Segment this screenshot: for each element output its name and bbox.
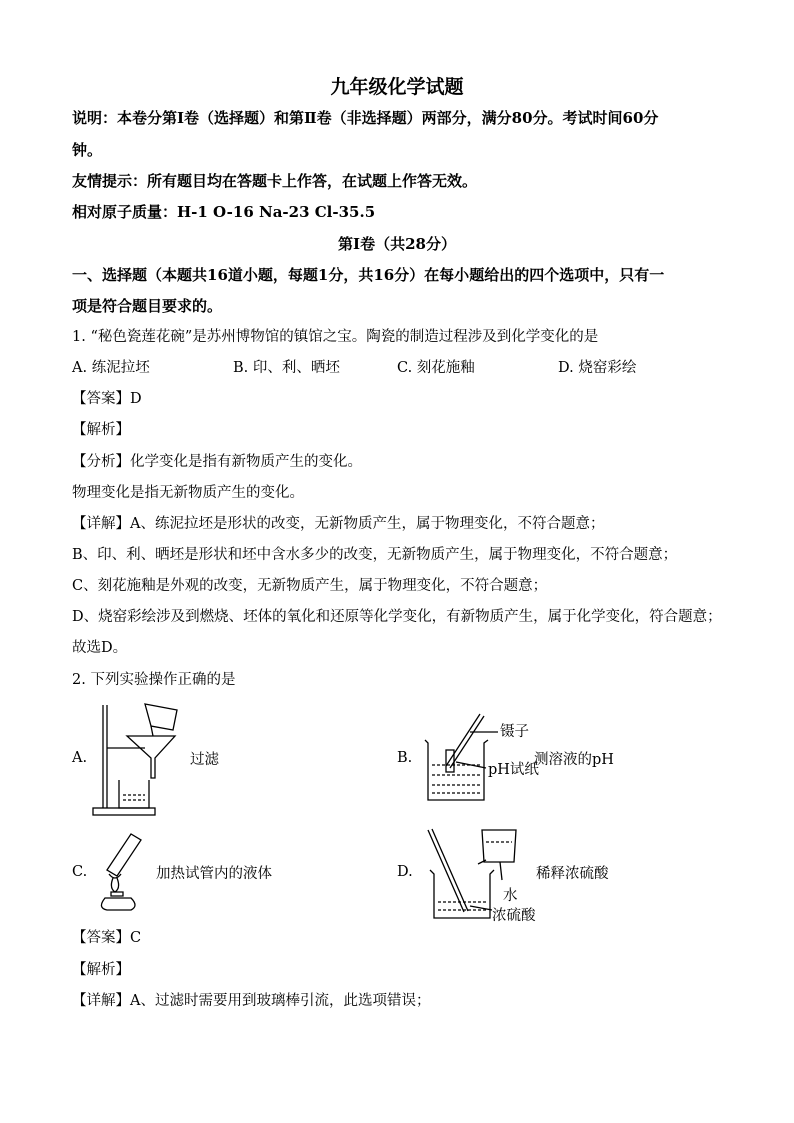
q2-option-d-water-label: 水 [503,888,518,904]
section-intro-line1: 一、选择题（本题共16道小题，每题1分，共16分）在每小题给出的四个选项中，只有一 [72,266,665,284]
q1-stem: 1. “秘色瓷莲花碗”是苏州博物馆的镇馆之宝。陶瓷的制造过程涉及到化学变化的是 [72,329,599,345]
q1-option-d: D. 烧窑彩绘 [558,360,637,376]
q2-option-d-acid-label: 浓硫酸 [492,908,536,924]
instructions-line1: 说明：本卷分第Ⅰ卷（选择题）和第Ⅱ卷（非选择题）两部分，满分80分。考试时间60分 [72,109,659,127]
friendly-tip: 友情提示：所有题目均在答题卡上作答，在试题上作答无效。 [72,172,478,190]
q1-detail-b: B、印、利、晒坯是形状和坯中含水多少的改变，无新物质产生，属于物理变化，不符合题意； [72,547,678,563]
q2-option-b-caption: 测溶液的pH [534,752,614,768]
q2-analysis-tag: 【解析】 [72,962,130,978]
q1-conclusion: 故选D。 [72,640,128,656]
filtration-apparatus-figure [85,700,195,820]
q2-option-b-paper-label: pH试纸 [488,762,539,778]
q2-option-b-tweezers-label: 镊子 [500,724,529,740]
q1-answer: 【答案】D [72,391,142,407]
q1-option-b: B. 印、利、晒坯 [233,360,340,376]
q2-stem: 2. 下列实验操作正确的是 [72,672,236,688]
q1-detail-a: 【详解】A、练泥拉坯是形状的改变，无新物质产生，属于物理变化，不符合题意； [72,516,605,532]
q2-option-c-caption: 加热试管内的液体 [156,866,272,882]
page-title: 九年级化学试题 [330,76,464,98]
q2-option-a-caption: 过滤 [190,752,219,768]
q1-fenxi: 【分析】化学变化是指有新物质产生的变化。 [72,454,362,470]
q2-answer: 【答案】C [72,930,142,946]
q1-option-a: A. 练泥拉坯 [72,360,150,376]
q1-detail-d: D、烧窑彩绘涉及到燃烧、坯体的氧化和还原等化学变化，有新物质产生，属于化学变化，符合题意； [72,609,722,625]
q2-option-b-letter: B. [397,750,413,766]
section-heading: 第Ⅰ卷（共28分） [338,235,456,253]
section-intro-line2: 项是符合题目要求的。 [72,297,223,315]
q2-option-d-letter: D. [397,864,413,880]
q2-option-a-letter: A. [72,750,88,766]
heating-test-tube-figure [95,830,155,912]
q2-option-c-letter: C. [72,864,88,880]
q1-analysis-tag: 【解析】 [72,422,130,438]
q2-detail-a: 【详解】A、过滤时需要用到玻璃棒引流，此选项错误； [72,993,431,1009]
q1-option-c: C. 刻花施釉 [397,360,475,376]
instructions-line2: 钟。 [72,141,103,159]
q2-option-d-caption: 稀释浓硫酸 [536,866,609,882]
q1-detail-c: C、刻花施釉是外观的改变，无新物质产生，属于物理变化，不符合题意； [72,578,548,594]
q1-physical: 物理变化是指无新物质产生的变化。 [72,485,304,501]
atomic-mass: 相对原子质量：H-1 O-16 Na-23 Cl-35.5 [72,203,376,221]
